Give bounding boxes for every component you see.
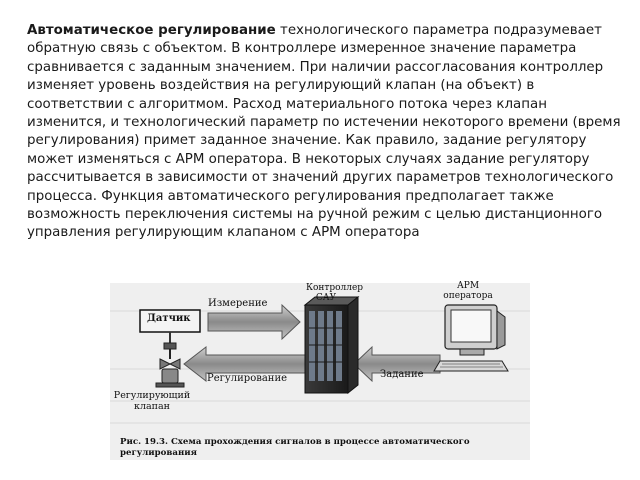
- controller-label: [306, 283, 364, 303]
- workstation-label-line2: оператора: [443, 291, 493, 301]
- control-label: Регулирование: [207, 373, 288, 384]
- valve-icon: [156, 343, 184, 387]
- signal-flow-figure: [110, 283, 530, 460]
- controller-cabinet-icon: [305, 297, 358, 393]
- valve-label-line1: Регулирующий: [113, 390, 191, 401]
- slide-paragraph: [27, 22, 627, 243]
- workstation-label-line1: АРМ: [456, 281, 480, 291]
- setpoint-label: Задание: [380, 369, 424, 380]
- workstation-icon: [434, 305, 508, 371]
- controller-label-line2: САУ: [315, 293, 337, 303]
- paragraph-body: технологического параметра подразумевает обратную связь с объектом. В контроллере измеренное значение параметра сравнивается с заданным значением. При наличии рассогласования контроллер изменяет уровень воздействия на регулирующий клапан (на объект) в соответствии с алгоритмом. Расход материального потока через клапан изменится, и технологический параметр по истечении некоторого времени (время регулирования) примет заданное значение. Как правило, задание регулятору может изменяться с АРМ оператора. В некоторых случаях задание регулятору рассчитывается в зависимости от значений других параметров технологического процесса. Функция автоматического регулирования предполагает также возможность переключения системы на ручной режим с целью дистанционного управления регулирующим клапаном с АРМ оператора: [27, 23, 621, 241]
- signal-flow-diagram: [110, 283, 530, 460]
- sensor-label: Датчик: [147, 313, 191, 324]
- valve-label-line2: клапан: [134, 401, 170, 412]
- paragraph-lead: Автоматическое регулирование: [27, 23, 276, 38]
- valve-label: [112, 390, 192, 412]
- measurement-arrow: [208, 305, 300, 339]
- measurement-label: Измерение: [208, 298, 268, 309]
- controller-label-line1: Контроллер: [306, 283, 364, 293]
- workstation-label: [440, 281, 496, 301]
- figure-caption: Рис. 19.3. Схема прохождения сигналов в процессе автоматического регулирования: [120, 437, 470, 458]
